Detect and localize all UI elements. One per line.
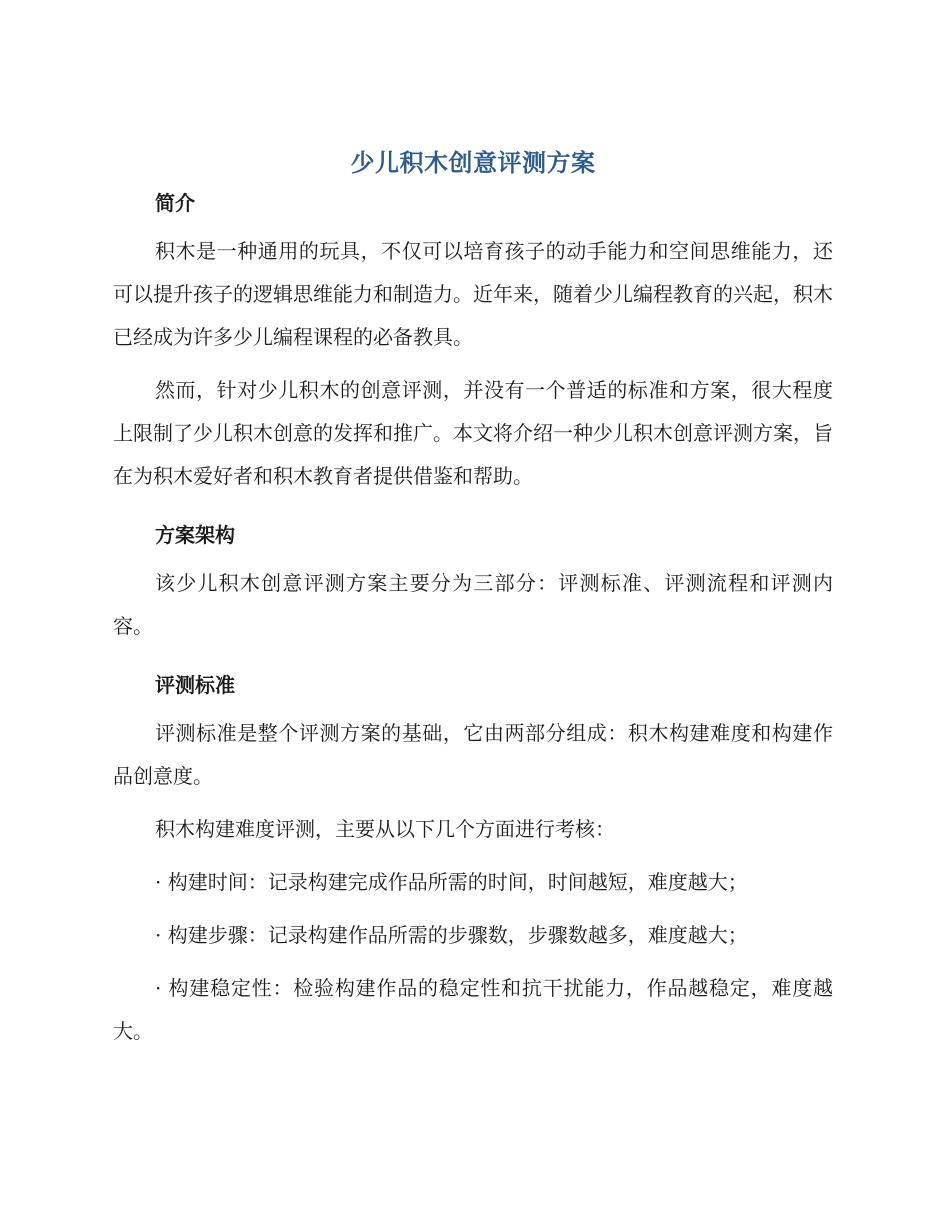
section-heading-intro: 简介: [155, 191, 195, 215]
paragraph: 该少儿积木创意评测方案主要分为三部分：评测标准、评测流程和评测内容。: [113, 571, 833, 638]
document-page: [113, 140, 833, 1053]
bullet-item: · 构建步骤：记录构建作品所需的步骤数，步骤数越多，难度越大；: [155, 923, 748, 947]
bullet-item: · 构建时间：记录构建完成作品所需的时间，时间越短，难度越大；: [155, 870, 748, 894]
document-title: 少儿积木创意评测方案: [350, 149, 596, 177]
section-heading-architecture: 方案架构: [155, 523, 235, 547]
paragraph: 评测标准是整个评测方案的基础，它由两部分组成：积木构建难度和构建作品创意度。: [113, 721, 833, 788]
bullet-item: · 构建稳定性：检验构建作品的稳定性和抗干扰能力，作品越稳定，难度越大。: [113, 976, 833, 1043]
paragraph: 积木构建难度评测，主要从以下几个方面进行考核：: [155, 817, 615, 841]
section-heading-standards: 评测标准: [155, 673, 235, 697]
paragraph: 积木是一种通用的玩具，不仅可以培育孩子的动手能力和空间思维能力，还可以提升孩子的逻辑思维能力和制造力。近年来，随着少儿编程教育的兴起，积木已经成为许多少儿编程课程的必备教具。: [113, 239, 833, 349]
paragraph: 然而，针对少儿积木的创意评测，并没有一个普适的标准和方案，很大程度上限制了少儿积木创意的发挥和推广。本文将介绍一种少儿积木创意评测方案，旨在为积木爱好者和积木教育者提供借鉴和帮助。: [113, 378, 833, 488]
